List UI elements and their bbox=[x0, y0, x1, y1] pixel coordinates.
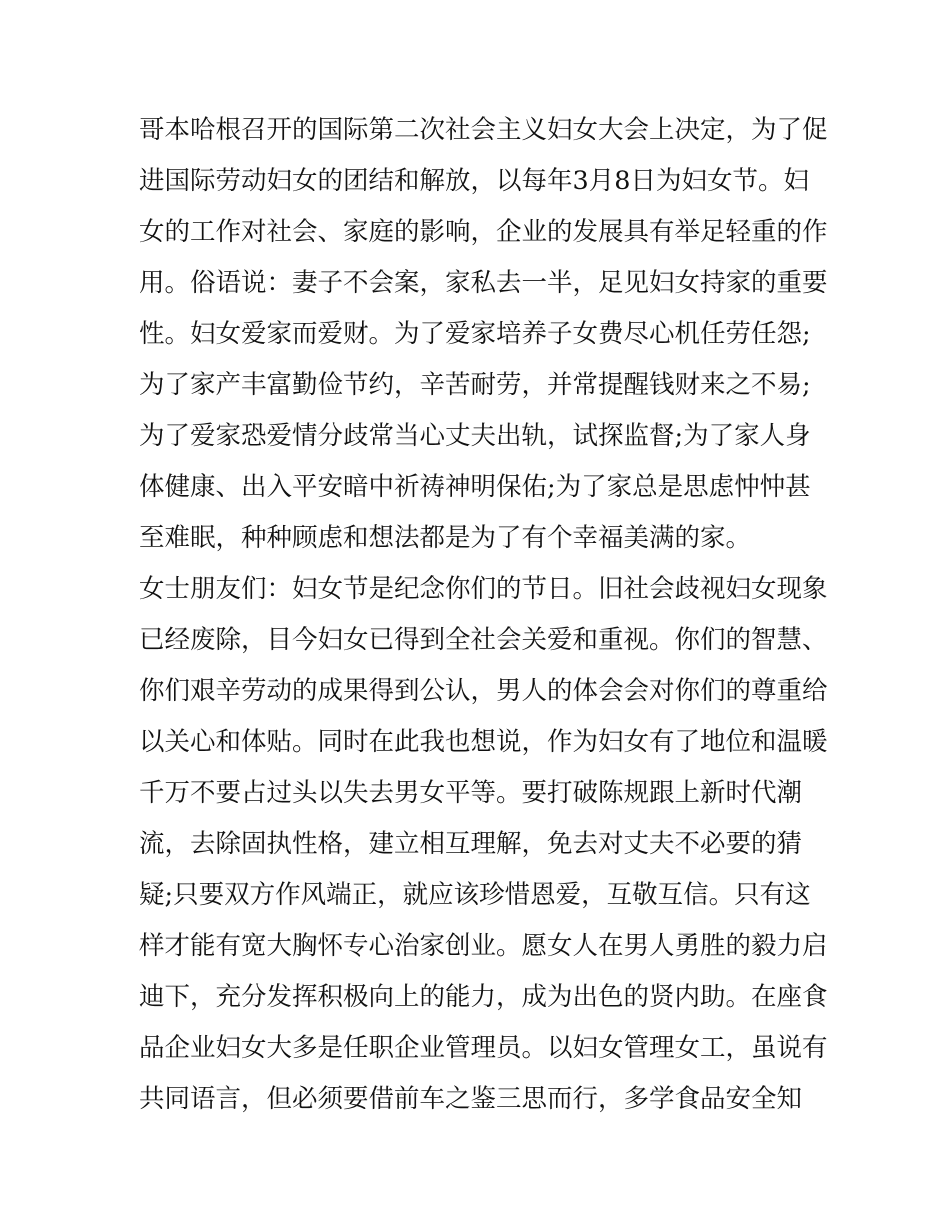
text-line: 性。妇女爱家而爱财。为了爱家培养子女费尽心机任劳任怨; bbox=[139, 319, 811, 349]
text-line: 疑;只要双方作风端正，就应该珍惜恩爱，互敬互信。只有这 bbox=[139, 880, 811, 910]
text-line: 为了家产丰富勤俭节约，辛苦耐劳，并常提醒钱财来之不易; bbox=[139, 370, 811, 400]
text-line: 体健康、出入平安暗中祈祷神明保佑;为了家总是思虑忡忡甚 bbox=[139, 472, 811, 502]
text-line: 迪下，充分发挥积极向上的能力，成为出色的贤内助。在座食 bbox=[139, 982, 828, 1012]
text-line: 流，去除固执性格，建立相互理解，免去对丈夫不必要的猜 bbox=[139, 829, 803, 859]
text-line: 已经废除，目今妇女已得到全社会关爱和重视。你们的智慧、 bbox=[139, 625, 828, 655]
text-line: 至难眠，种种顾虑和想法都是为了有个幸福美满的家。 bbox=[139, 523, 752, 553]
text-line: 样才能有宽大胸怀专心治家创业。愿女人在男人勇胜的毅力启 bbox=[139, 931, 828, 961]
text-line: 共同语言，但必须要借前车之鉴三思而行，多学食品安全知 bbox=[139, 1084, 803, 1114]
text-line: 用。俗语说：妻子不会案，家私去一半，足见妇女持家的重要 bbox=[139, 268, 828, 298]
text-line: 以关心和体贴。同时在此我也想说，作为妇女有了地位和温暖 bbox=[139, 727, 828, 757]
text-line: 哥本哈根召开的国际第二次社会主义妇女大会上决定，为了促 bbox=[139, 115, 828, 145]
text-line: 你们艰辛劳动的成果得到公认，男人的体会会对你们的尊重给 bbox=[139, 676, 828, 706]
text-line: 千万不要占过头以失去男女平等。要打破陈规跟上新时代潮 bbox=[139, 778, 803, 808]
text-line: 女的工作对社会、家庭的影响，企业的发展具有举足轻重的作 bbox=[139, 217, 828, 247]
text-line: 女士朋友们：妇女节是纪念你们的节日。旧社会歧视妇女现象 bbox=[139, 574, 828, 604]
body-text bbox=[139, 105, 829, 1125]
text-line: 进国际劳动妇女的团结和解放，以每年3月8日为妇女节。妇 bbox=[139, 166, 809, 196]
text-line: 为了爱家恐爱情分歧常当心丈夫出轨，试探监督;为了家人身 bbox=[139, 421, 811, 451]
text-line: 品企业妇女大多是任职企业管理员。以妇女管理女工，虽说有 bbox=[139, 1033, 828, 1063]
